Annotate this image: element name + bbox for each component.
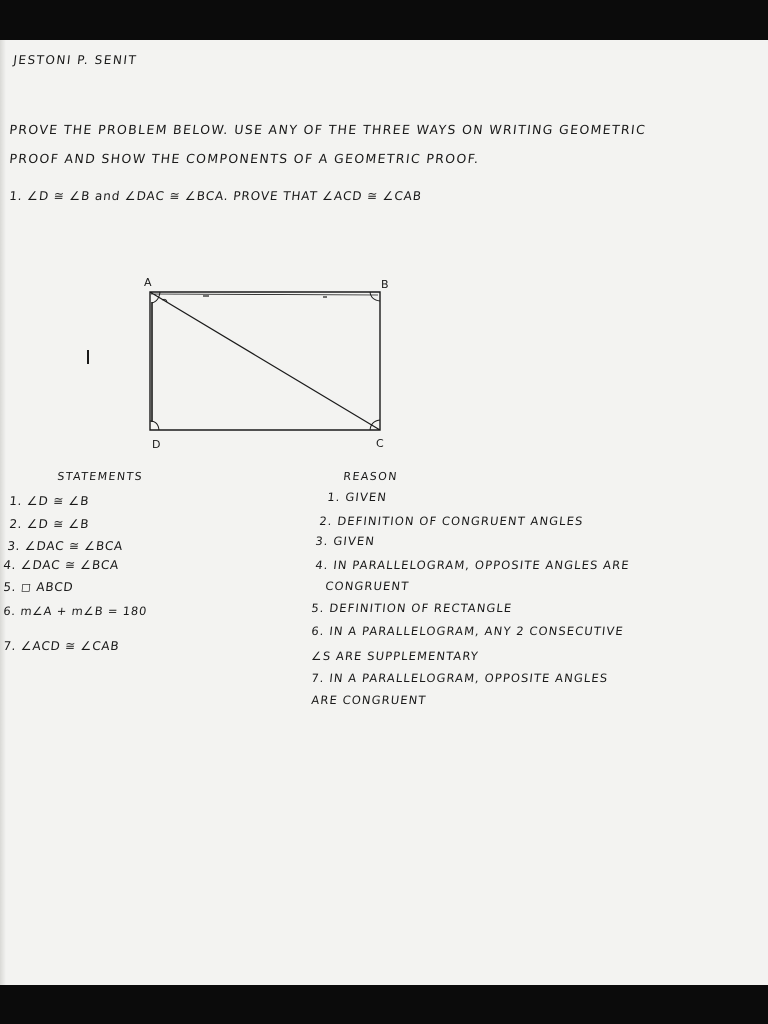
reason-1: 1. GIVEN (326, 490, 388, 504)
vertex-label-d: D (152, 438, 161, 451)
reason-3: 3. GIVEN (314, 534, 376, 548)
worksheet-page (0, 40, 768, 985)
reason-4-line-2: CONGRUENT (324, 579, 411, 593)
statement-3: 3. ∠DAC ≅ ∠BCA (6, 539, 124, 553)
angle-arc-d (150, 421, 159, 430)
reason-6-line-1: 6. IN A PARALLELOGRAM, ANY 2 CONSECUTIVE (310, 624, 625, 638)
vertex-label-a: A (144, 276, 152, 289)
statement-6: 6. m∠A + m∠B = 180 (2, 604, 148, 618)
top-retrace (151, 294, 378, 295)
statement-1: 1. ∠D ≅ ∠B (8, 494, 91, 508)
reason-2: 2. DEFINITION OF CONGRUENT ANGLES (318, 514, 585, 528)
statement-2: 2. ∠D ≅ ∠B (8, 517, 91, 531)
statement-column-header: STATEMENTS (56, 470, 144, 483)
instruction-line-1: PROVE THE PROBLEM BELOW. USE ANY OF THE THREE WAYS ON WRITING GEOMETRIC (8, 122, 647, 137)
reason-column-header: REASON (342, 470, 399, 483)
statement-4: 4. ∠DAC ≅ ∠BCA (2, 558, 120, 572)
statement-5: 5. ◻ ABCD (2, 580, 75, 594)
problem-statement: 1. ∠D ≅ ∠B and ∠DAC ≅ ∠BCA. PROVE THAT ∠ACD ≅ ∠CAB (8, 189, 423, 203)
page-edge-shadow (0, 40, 6, 985)
reason-5: 5. DEFINITION OF RECTANGLE (310, 601, 514, 615)
instruction-line-2: PROOF AND SHOW THE COMPONENTS OF A GEOMETRIC PROOF. (8, 151, 481, 166)
reason-4-line-1: 4. IN PARALLELOGRAM, OPPOSITE ANGLES ARE (314, 558, 631, 572)
vertex-label-c: C (376, 437, 384, 450)
vertex-label-b: B (381, 278, 389, 291)
stray-pen-mark (87, 350, 89, 364)
statement-7: 7. ∠ACD ≅ ∠CAB (2, 639, 121, 653)
reason-6-line-2: ∠S ARE SUPPLEMENTARY (310, 649, 480, 663)
reason-7-line-2: ARE CONGRUENT (310, 693, 428, 707)
reason-7-line-1: 7. IN A PARALLELOGRAM, OPPOSITE ANGLES (310, 671, 609, 685)
angle-arc-b (370, 292, 380, 301)
author-name: JESTONI P. SENIT (12, 53, 138, 67)
rectangle-diagram (140, 272, 400, 452)
diagonal-ac (150, 292, 380, 430)
